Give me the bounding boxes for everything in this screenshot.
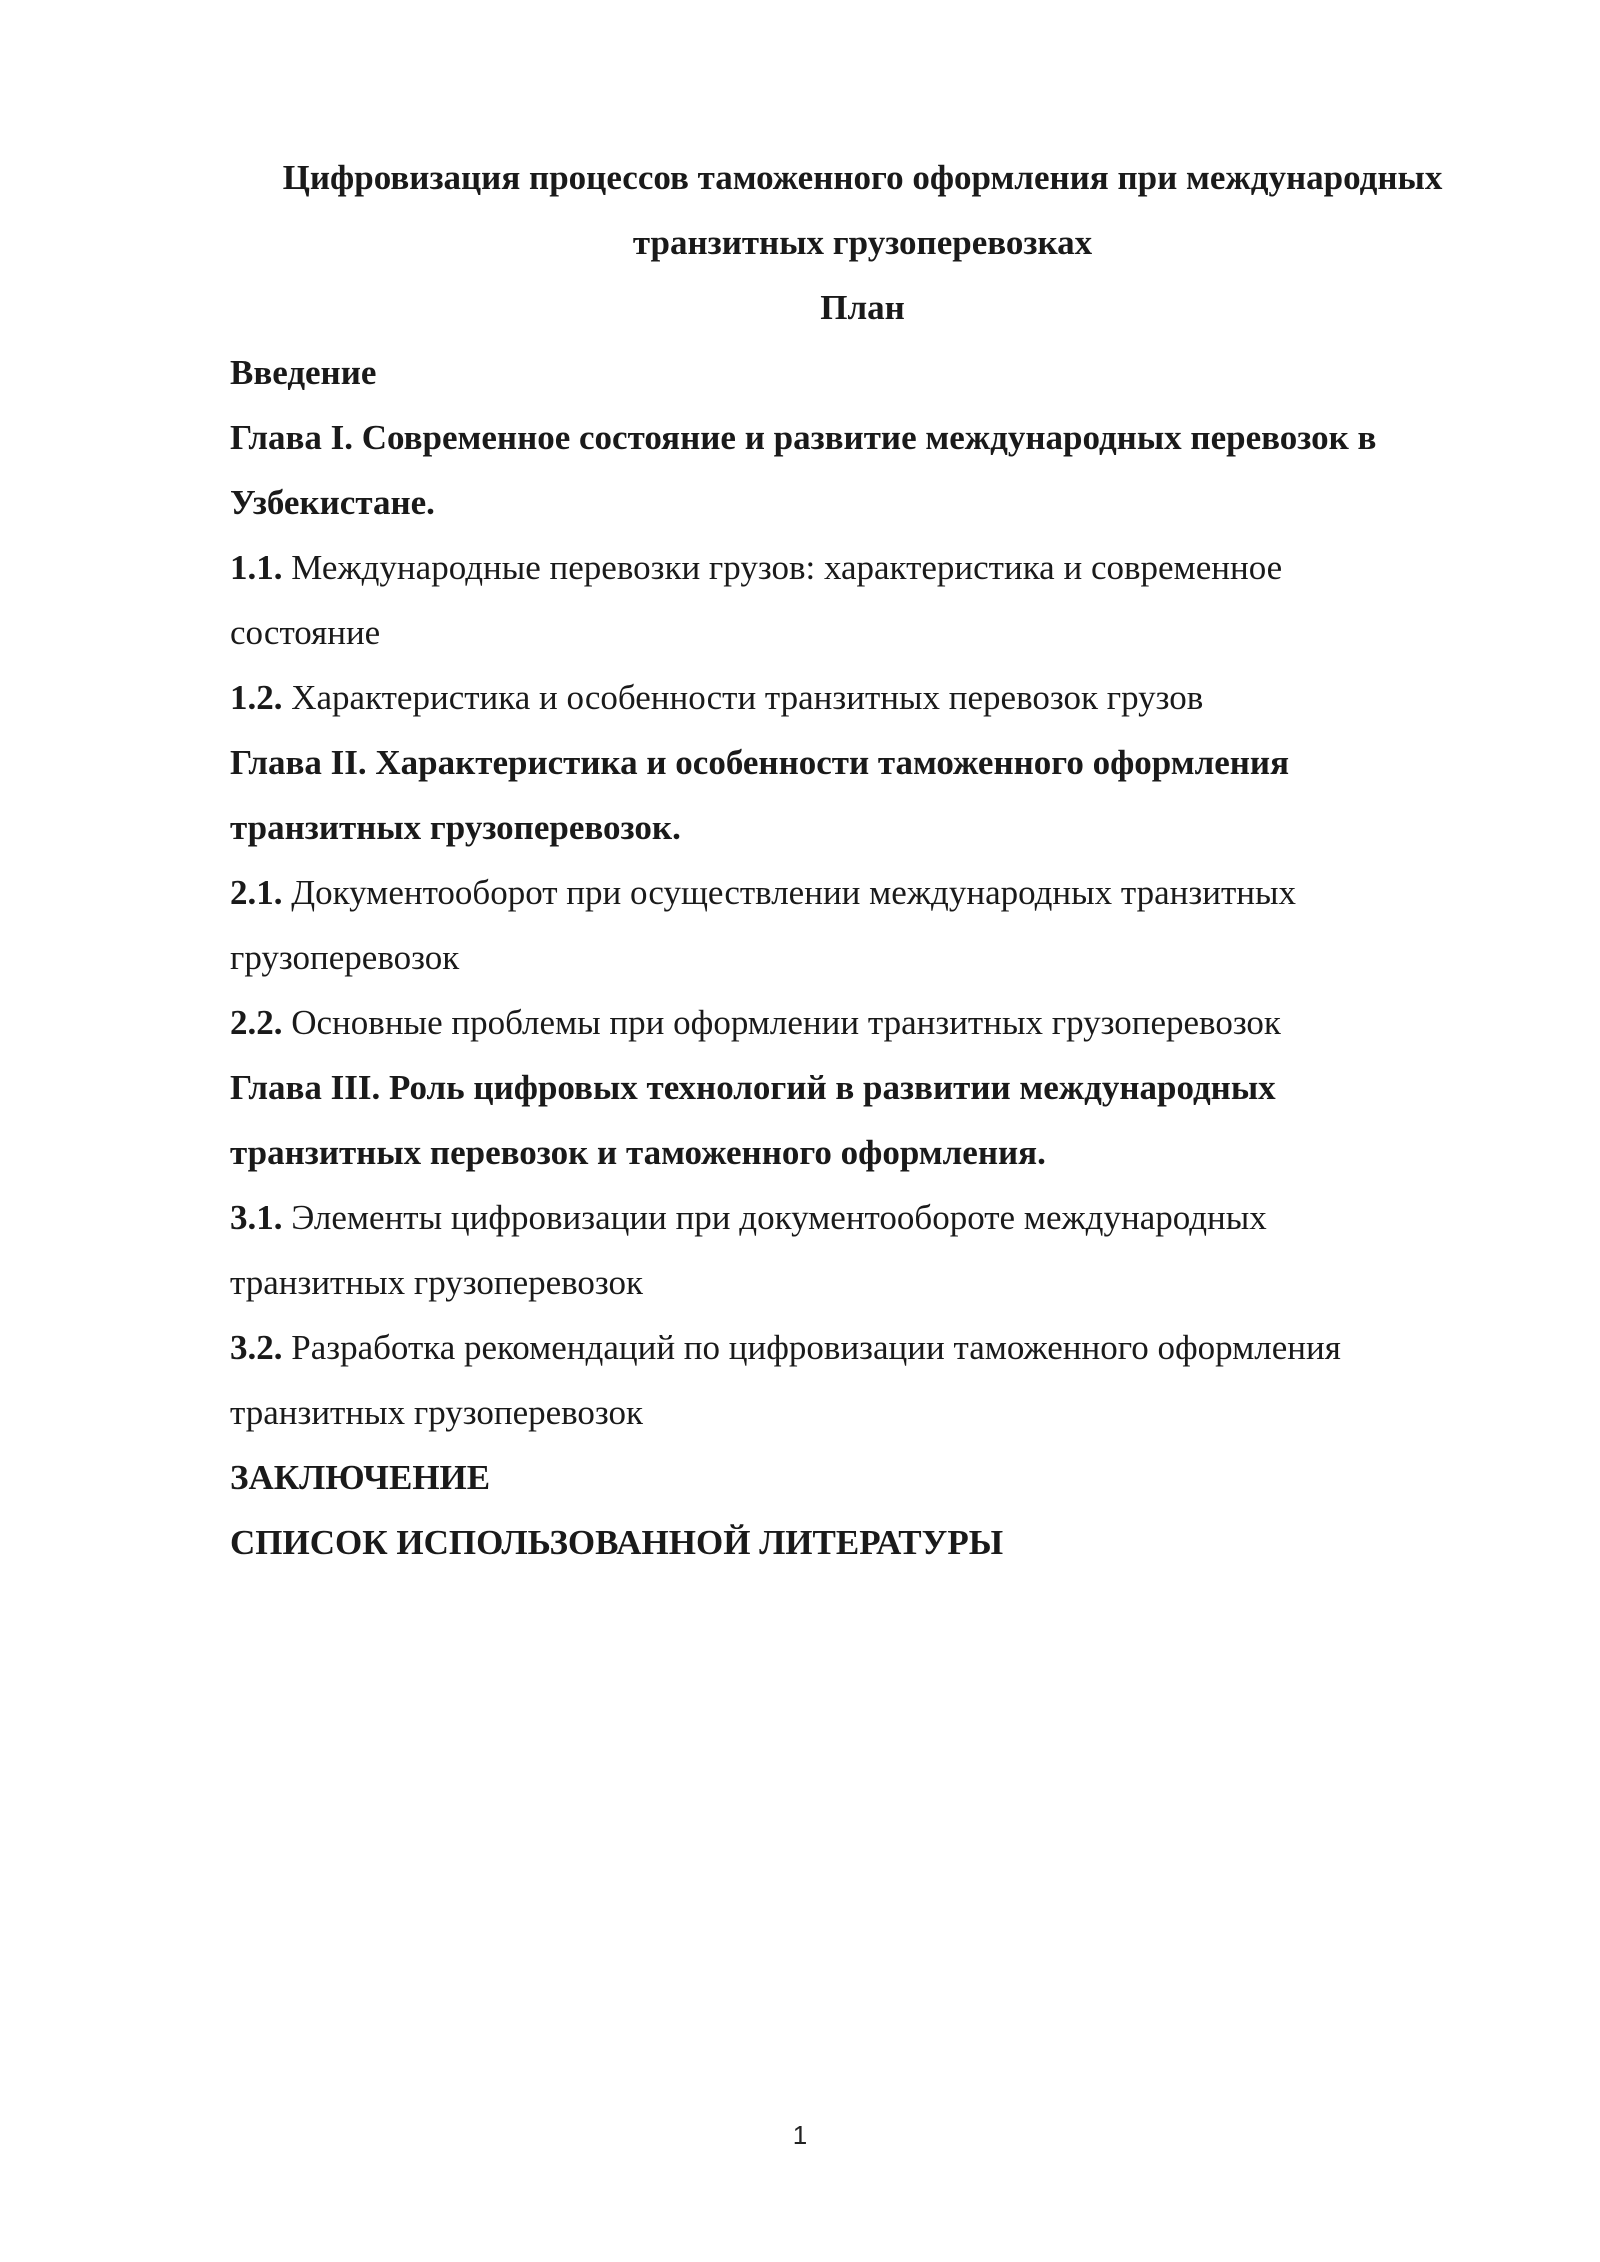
toc-section-3-1 (230, 1185, 1495, 1250)
section-number: 2.1. (230, 873, 283, 912)
toc-section-3-1-continued: транзитных грузоперевозок (230, 1263, 644, 1302)
toc-chapter-2-line-2: транзитных грузоперевозок. (230, 808, 681, 847)
plan-heading: План (820, 288, 905, 327)
toc-chapter-1-line-2: Узбекистане. (230, 483, 435, 522)
toc-references: СПИСОК ИСПОЛЬЗОВАННОЙ ЛИТЕРАТУРЫ (230, 1523, 1004, 1562)
toc-section-1-1 (230, 535, 1495, 600)
document-title-line-2: транзитных грузоперевозках (632, 223, 1093, 262)
section-text: Разработка рекомендаций по цифровизации таможенного оформления (282, 1328, 1341, 1367)
toc-chapter-3-line-2: транзитных перевозок и таможенного оформления. (230, 1133, 1046, 1172)
toc-chapter-3-line-1: Глава III. Роль цифровых технологий в развитии международных (230, 1068, 1276, 1107)
section-text: Элементы цифровизации при документообороте международных (282, 1198, 1267, 1237)
toc-section-3-2-continued: транзитных грузоперевозок (230, 1393, 644, 1432)
toc-section-1-2 (230, 665, 1495, 730)
section-number: 1.2. (230, 678, 283, 717)
toc-section-2-2 (230, 990, 1495, 1055)
section-number: 3.2. (230, 1328, 283, 1367)
toc-section-1-1-continued: состояние (230, 613, 381, 652)
page-number: 1 (792, 2120, 808, 2150)
section-text: Документооборот при осуществлении международных транзитных (282, 873, 1296, 912)
section-number: 3.1. (230, 1198, 283, 1237)
toc-section-2-1 (230, 860, 1495, 925)
section-text: Основные проблемы при оформлении транзитных грузоперевозок (282, 1003, 1281, 1042)
toc-conclusion: ЗАКЛЮЧЕНИЕ (230, 1458, 491, 1497)
section-text: Международные перевозки грузов: характеристика и современное (282, 548, 1283, 587)
toc-chapter-1-line-1: Глава I. Современное состояние и развитие международных перевозок в (230, 418, 1377, 457)
document-title-line-1: Цифровизация процессов таможенного оформления при международных (282, 158, 1443, 197)
toc-section-3-2 (230, 1315, 1495, 1380)
section-number: 1.1. (230, 548, 283, 587)
toc-chapter-2-line-1: Глава II. Характеристика и особенности таможенного оформления (230, 743, 1290, 782)
document-content (230, 145, 1495, 1575)
toc-section-2-1-continued: грузоперевозок (230, 938, 460, 977)
section-number: 2.2. (230, 1003, 283, 1042)
toc-introduction: Введение (230, 353, 377, 392)
section-text: Характеристика и особенности транзитных перевозок грузов (282, 678, 1204, 717)
